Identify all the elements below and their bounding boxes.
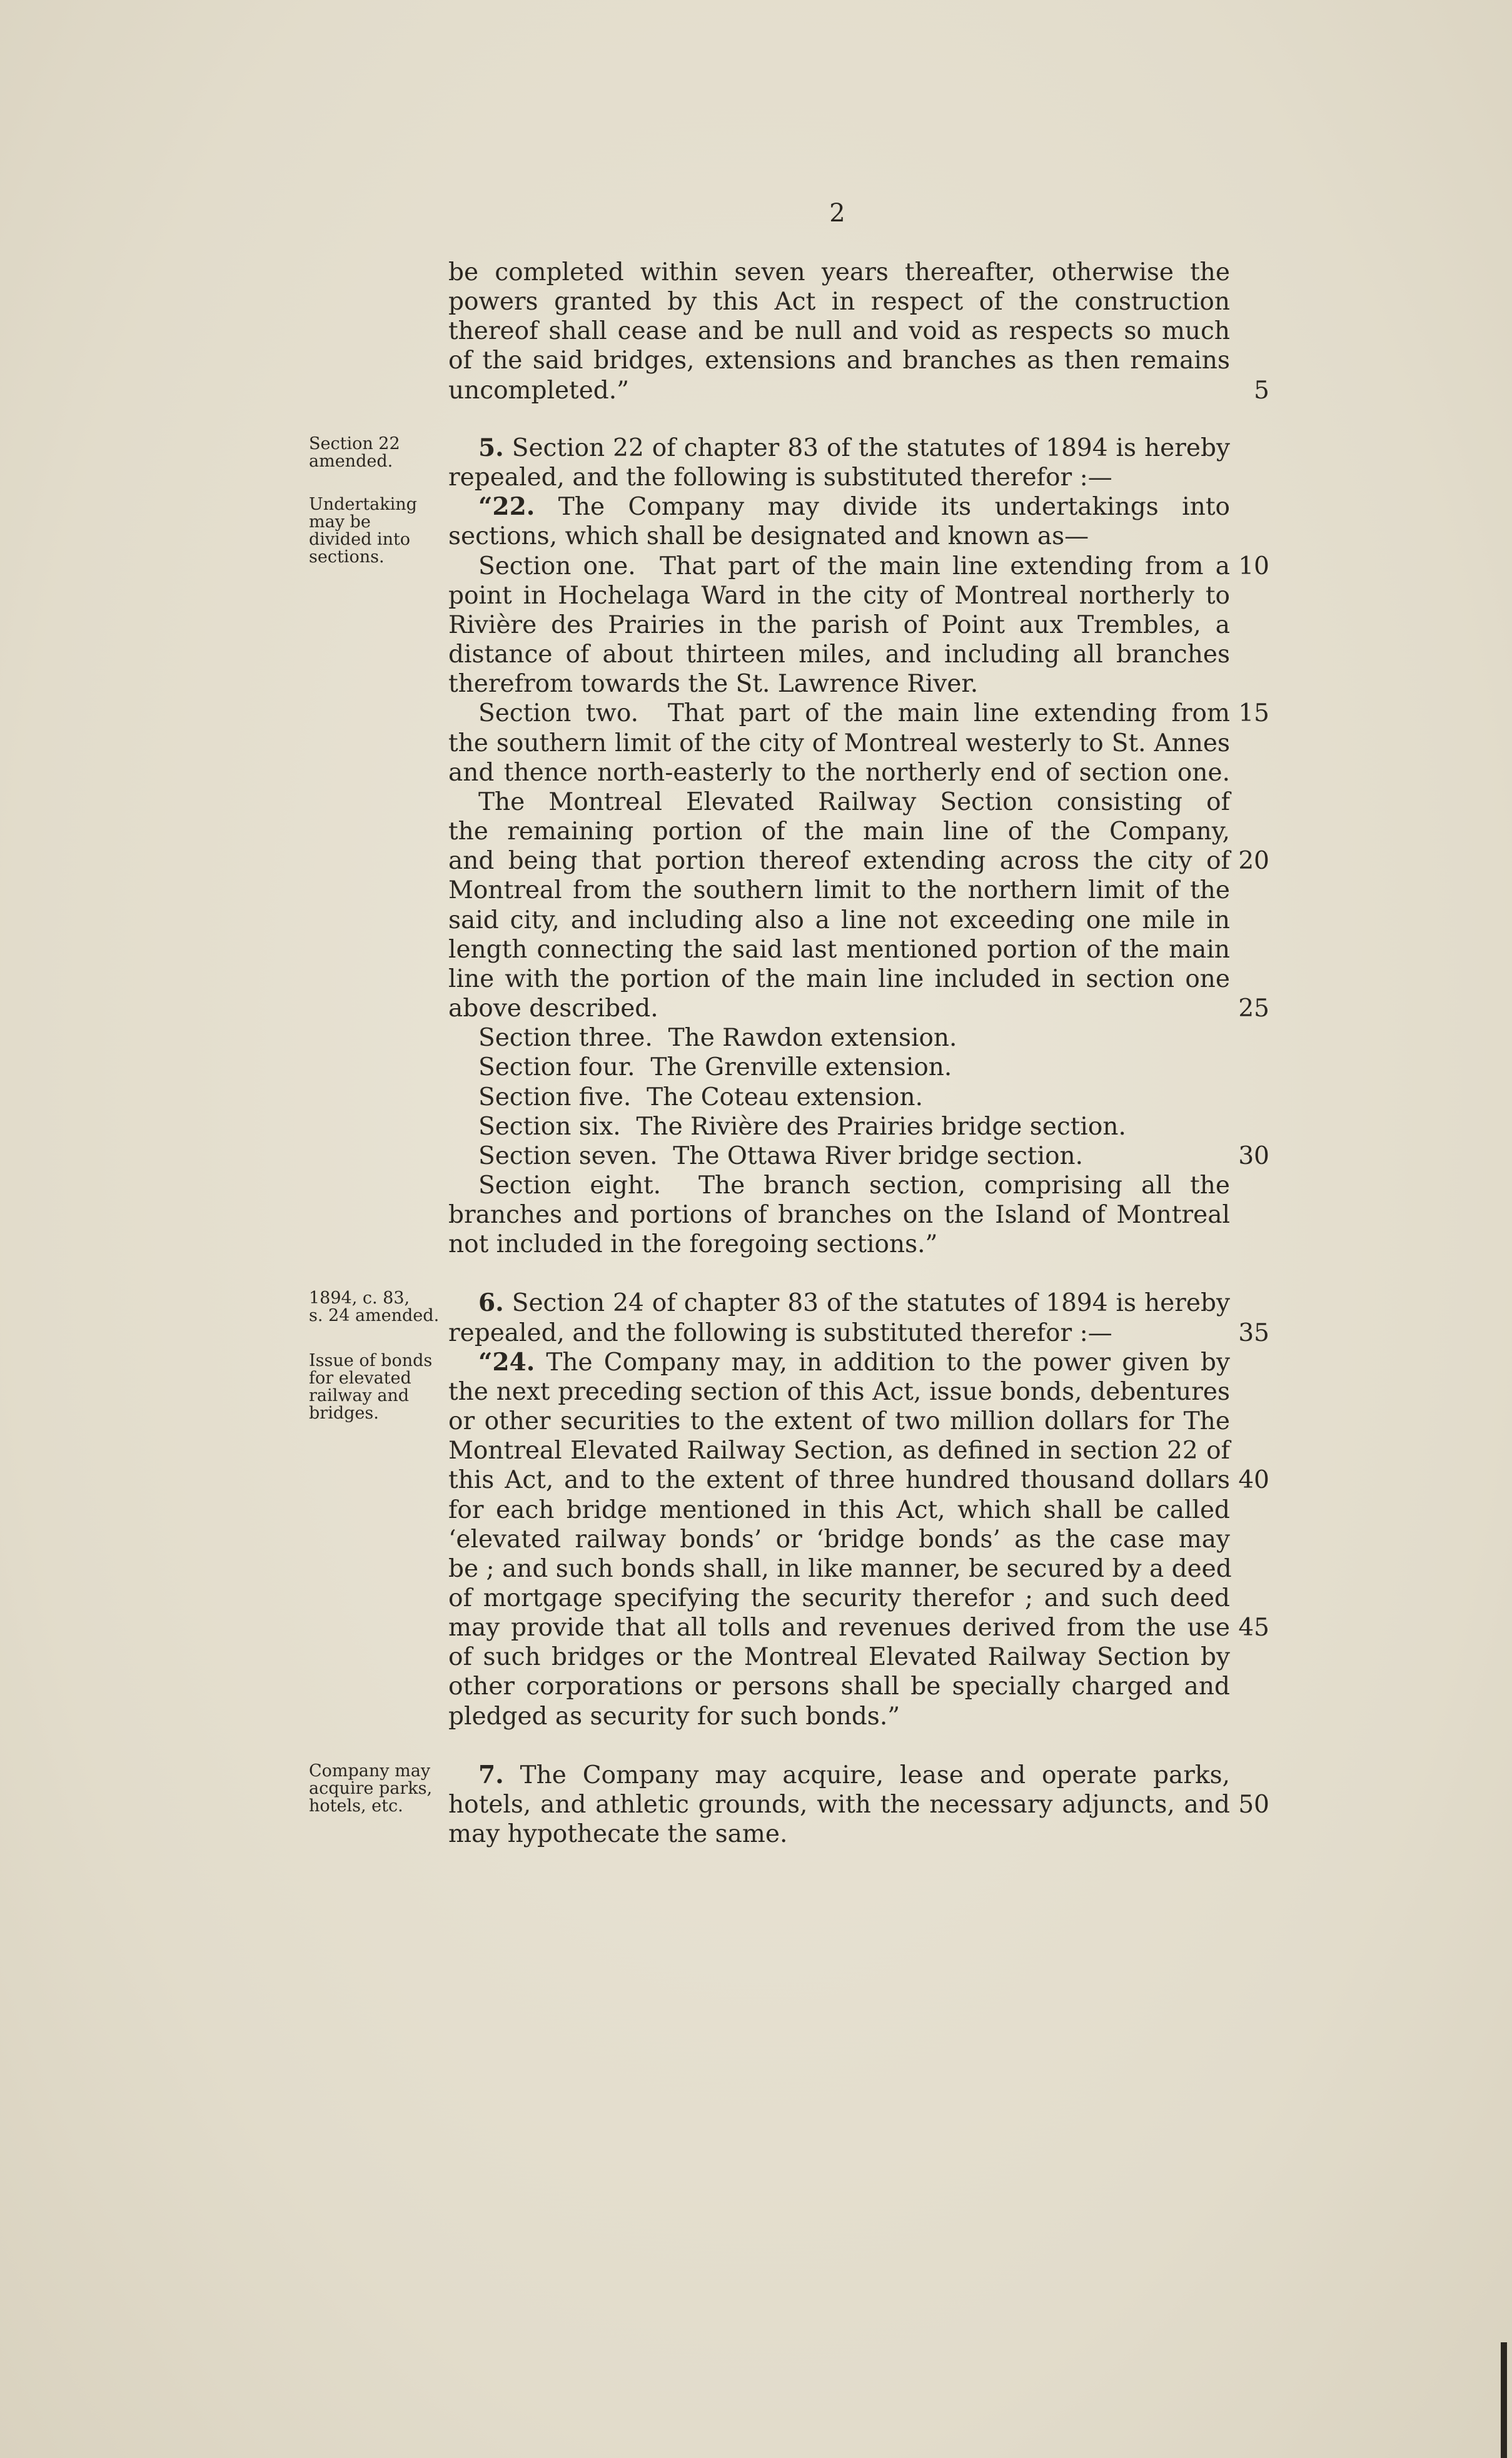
text-line: and thence north-easterly to the northerly end of section one.	[448, 759, 1230, 787]
text-line: sections, which shall be designated and known as—	[448, 522, 1089, 550]
text-line: powers granted by this Act in respect of the construction	[448, 288, 1230, 316]
text-line: of such bridges or the Montreal Elevated Railway Section by	[448, 1643, 1230, 1671]
text-line: of mortgage specifying the security therefor ; and such deed	[448, 1584, 1230, 1612]
line-number: 30	[1238, 1142, 1269, 1170]
margin-note-line: may be	[309, 512, 371, 532]
text-line: branches and portions of branches on the Island of Montreal	[448, 1201, 1230, 1229]
text-line: length connecting the said last mentioned portion of the main	[448, 936, 1230, 964]
text-line: Section one. That part of the main line extending from a	[478, 552, 1230, 580]
margin-note-line: acquire parks,	[309, 1779, 433, 1798]
line-number: 5	[1254, 377, 1269, 405]
line-number: 40	[1238, 1466, 1269, 1494]
text-line: line with the portion of the main line included in section one	[448, 965, 1230, 993]
line-number: 25	[1238, 994, 1269, 1023]
text-line: repealed, and the following is substituted therefor :—	[448, 463, 1112, 492]
text-line: said city, and including also a line not exceeding one mile in	[448, 906, 1230, 934]
text-line: this Act, and to the extent of three hundred thousand dollars	[448, 1466, 1230, 1494]
text-line: repealed, and the following is substituted therefor :—	[448, 1319, 1112, 1347]
margin-note-s24	[309, 1290, 446, 1325]
margin-note-line: Company may	[309, 1761, 431, 1781]
text-line: Rivière des Prairies in the parish of Point aux Trembles, a	[448, 611, 1230, 639]
text-line: Section four. The Grenville extension.	[478, 1053, 952, 1081]
margin-note-line: s. 24 amended.	[309, 1306, 440, 1325]
margin-note-line: divided into	[309, 530, 411, 549]
section-number: 6.	[478, 1288, 504, 1317]
text-line: point in Hochelaga Ward in the city of Montreal northerly to	[448, 582, 1230, 610]
text-line: 5. Section 22 of chapter 83 of the statutes of 1894 is hereby	[478, 433, 1230, 462]
text-line: for each bridge mentioned in this Act, which shall be called	[448, 1496, 1230, 1524]
line-number: 35	[1238, 1319, 1269, 1347]
text-line: uncompleted.”	[448, 377, 630, 405]
margin-note-parks	[309, 1763, 446, 1815]
text-line: Section eight. The branch section, comprising all the	[478, 1171, 1230, 1200]
line-number: 50	[1238, 1791, 1269, 1819]
text-line: Section two. That part of the main line extending from	[478, 699, 1230, 727]
text-line: pledged as security for such bonds.”	[448, 1702, 900, 1731]
margin-note-undertaking	[309, 496, 446, 566]
text-line: 7. The Company may acquire, lease and operate parks,	[478, 1761, 1230, 1789]
margin-note-line: Section 22	[309, 434, 400, 453]
text-line: and being that portion thereof extending across the city of	[448, 847, 1230, 875]
text-line: Section five. The Coteau extension.	[478, 1083, 923, 1111]
text-line: ‘elevated railway bonds’ or ‘bridge bonds’ as the case may	[448, 1525, 1230, 1554]
text-line: hotels, and athletic grounds, with the necessary adjuncts, and	[448, 1791, 1230, 1819]
line-number: 20	[1238, 847, 1269, 875]
margin-note-line: bridges.	[309, 1403, 379, 1423]
text-line: other corporations or persons shall be specially charged and	[448, 1672, 1230, 1701]
text-line: Section six. The Rivière des Prairies bridge section.	[478, 1113, 1126, 1141]
margin-note-line: amended.	[309, 452, 393, 471]
text-line: not included in the foregoing sections.”	[448, 1230, 938, 1258]
text-line: 6. Section 24 of chapter 83 of the statutes of 1894 is hereby	[478, 1288, 1230, 1317]
margin-note-line: Undertaking	[309, 495, 417, 514]
section-number: 7.	[478, 1761, 504, 1789]
text-line: above described.	[448, 994, 658, 1023]
page-number: 2	[829, 199, 845, 228]
text-line: be ; and such bonds shall, in like manner, be secured by a deed	[448, 1555, 1232, 1583]
margin-note-bonds	[309, 1352, 446, 1422]
margin-note-line: sections.	[309, 547, 385, 567]
text-line: thereof shall cease and be null and void as respects so much	[448, 317, 1230, 345]
text-line: or other securities to the extent of two million dollars for The	[448, 1407, 1230, 1435]
text-line: may hypothecate the same.	[448, 1820, 788, 1848]
text-line: Section seven. The Ottawa River bridge section.	[478, 1142, 1084, 1170]
line-number: 15	[1238, 699, 1269, 727]
text-line: Montreal Elevated Railway Section, as defined in section 22 of	[448, 1437, 1230, 1465]
section-number: “24.	[478, 1348, 535, 1377]
text-line: The Montreal Elevated Railway Section consisting of	[478, 788, 1230, 816]
margin-note-line: railway and	[309, 1386, 410, 1405]
text-line: may provide that all tolls and revenues derived from the use	[448, 1614, 1230, 1642]
text-line: be completed within seven years thereafter, otherwise the	[448, 258, 1230, 286]
line-number: 10	[1238, 552, 1269, 580]
text-line: the next preceding section of this Act, issue bonds, debentures	[448, 1378, 1230, 1406]
text-line: distance of about thirteen miles, and including all branches	[448, 640, 1230, 669]
section-number: “22.	[478, 492, 535, 521]
margin-note-line: 1894, c. 83,	[309, 1288, 410, 1308]
section-number: 5.	[478, 433, 504, 462]
margin-note-line: for elevated	[309, 1368, 411, 1388]
text-line: the southern limit of the city of Montreal westerly to St. Annes	[448, 729, 1230, 757]
margin-note-s22	[309, 435, 446, 470]
margin-note-line: Issue of bonds	[309, 1351, 433, 1370]
line-number: 45	[1238, 1614, 1269, 1642]
text-line: of the said bridges, extensions and branches as then remains	[448, 346, 1230, 375]
scan-edge-mark	[1501, 2342, 1507, 2458]
text-line: the remaining portion of the main line of the Company,	[448, 817, 1230, 846]
text-line: “22. The Company may divide its undertakings into	[478, 492, 1230, 521]
text-line: “24. The Company may, in addition to the power given by	[478, 1348, 1230, 1377]
text-line: Section three. The Rawdon extension.	[478, 1024, 957, 1052]
text-line: Montreal from the southern limit to the northern limit of the	[448, 876, 1230, 904]
text-line: therefrom towards the St. Lawrence River.	[448, 670, 979, 698]
margin-note-line: hotels, etc.	[309, 1796, 403, 1816]
